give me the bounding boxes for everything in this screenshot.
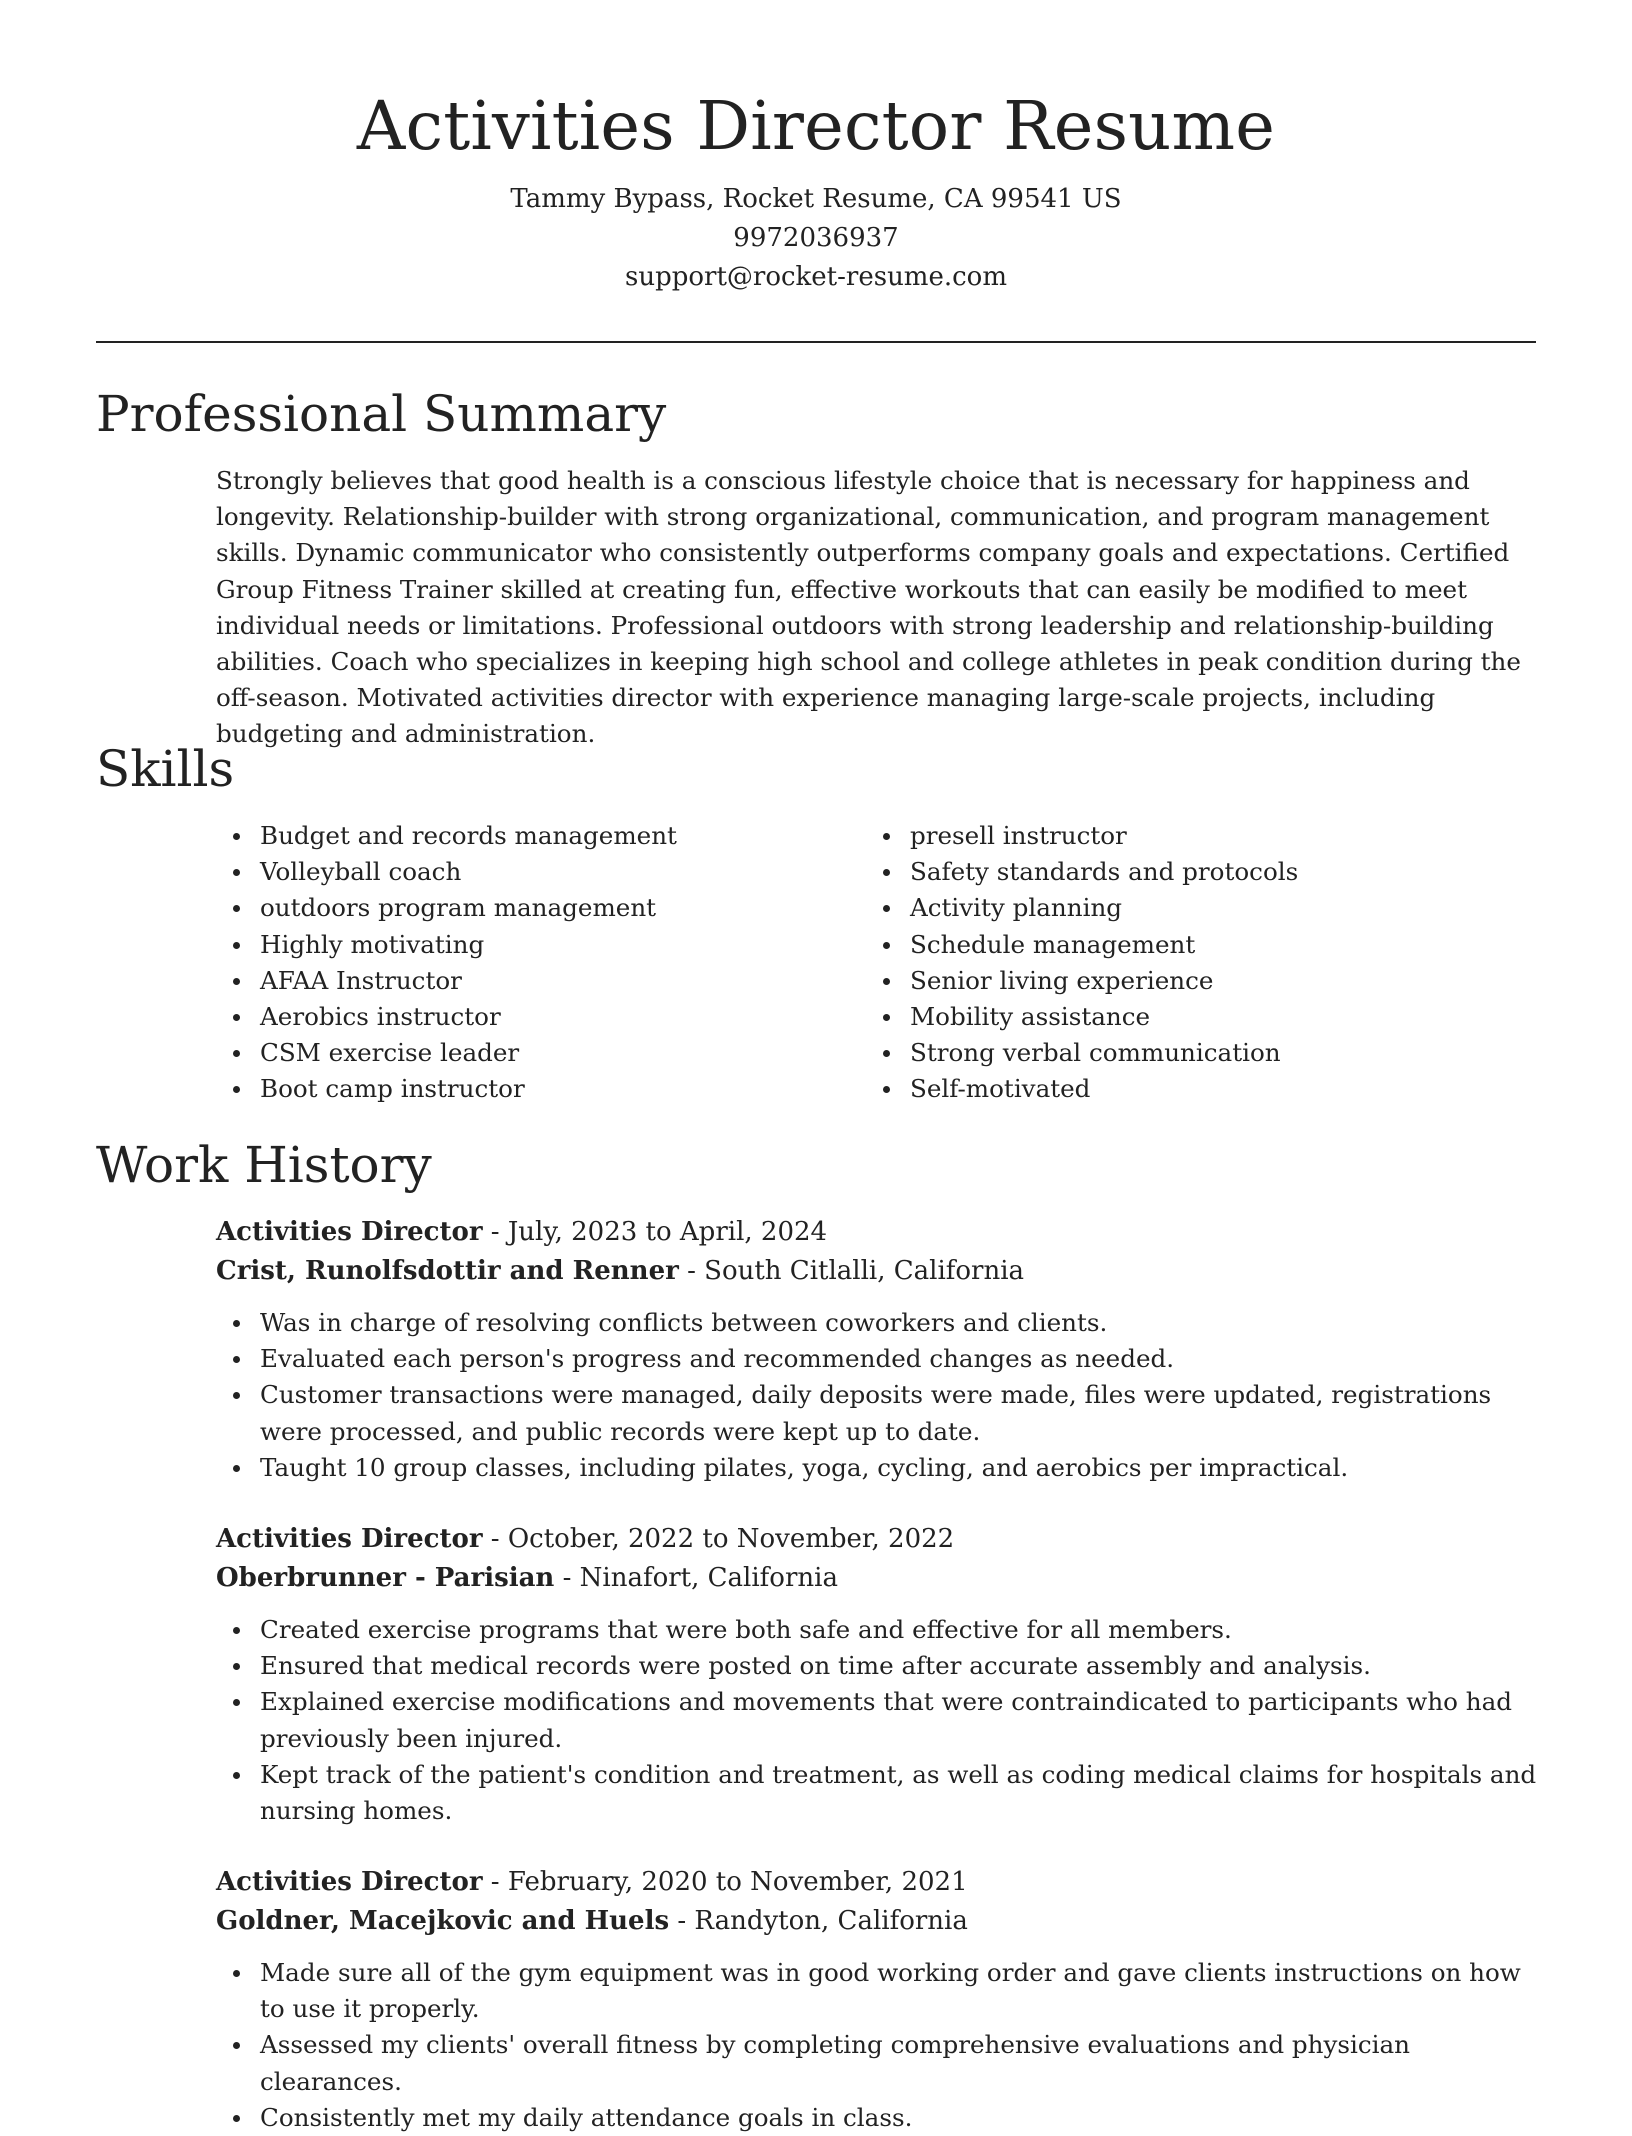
summary-heading: Professional Summary [96,385,667,443]
summary-text: Strongly believes that good health is a conscious lifestyle choice that is necessary for happiness and longevity. Relationship-builder with strong organizational, communication, and program management skills. Dynamic communicator who consistently outperforms company goals and expectations. Certified Group Fitness Trainer skilled at creating fun, effective workouts that can easily be modified to meet individual needs or limitations. Professional outdoors with strong leadership and relationship-building abilities. Coach who specializes in keeping high school and college athletes in peak condition during the off-season. Motivated activities director with experience managing large-scale projects, including budgeting and administration. [216,466,1521,749]
skill-item: Mobility assistance [866,999,1516,1035]
job-bullet: Was in charge of resolving conflicts between coworkers and clients. [216,1305,1546,1341]
job-bullet: Consistently met my daily attendance goals in class. [216,2100,1546,2136]
work-history-heading: Work History [96,1136,432,1194]
skills-column-right [866,818,1516,1108]
job-bullet: Created exercise programs that were both safe and effective for all members. [216,1612,1546,1648]
skills-list [216,818,1536,1108]
job-bullet: Taught 10 group classes, including pilates, yoga, cycling, and aerobics per impractical. [216,1450,1546,1486]
job-location: - Ninafort, California [554,1563,838,1593]
job-title: Activities Director [216,1867,483,1897]
skill-item: Volleyball coach [216,854,866,890]
skill-item: Activity planning [866,890,1516,926]
job-dates: - February, 2020 to November, 2021 [482,1867,968,1897]
skill-item: CSM exercise leader [216,1035,866,1071]
job-company: Oberbrunner - Parisian [216,1563,555,1593]
job-entry [216,1520,1546,1829]
job-company-line [216,1559,1546,1598]
job-company-line [216,1902,1546,1941]
skills-column-left [216,818,866,1108]
skill-item: outdoors program management [216,890,866,926]
skill-item: Strong verbal communication [866,1035,1516,1071]
skills-heading: Skills [96,740,235,798]
skill-item: Senior living experience [866,963,1516,999]
job-dates: - July, 2023 to April, 2024 [482,1217,828,1247]
skill-item: Boot camp instructor [216,1071,866,1107]
job-company-line [216,1252,1546,1291]
job-title-line [216,1863,1546,1902]
job-bullets [216,1305,1546,1486]
job-bullet: Kept track of the patient's condition and treatment, as well as coding medical claims for hospitals and nursing homes. [216,1757,1546,1829]
contact-phone: 9972036937 [733,223,899,253]
job-title-line [216,1520,1546,1559]
header-divider [96,341,1536,343]
job-location: - South Citlalli, California [678,1256,1025,1286]
job-bullet: Evaluated each person's progress and recommended changes as needed. [216,1341,1546,1377]
job-company: Goldner, Macejkovic and Huels [216,1906,670,1936]
job-location: - Randyton, California [669,1906,968,1936]
skill-item: AFAA Instructor [216,963,866,999]
job-bullets [216,1955,1546,2136]
skill-item: Aerobics instructor [216,999,866,1035]
job-bullet: Ensured that medical records were posted on time after accurate assembly and analysis. [216,1648,1546,1684]
job-entry [216,1863,1546,2136]
resume-header [96,80,1536,297]
job-bullet: Made sure all of the gym equipment was in good working order and gave clients instructions on how to use it properly. [216,1955,1546,2027]
job-dates: - October, 2022 to November, 2022 [482,1524,955,1554]
skill-item: Safety standards and protocols [866,854,1516,890]
skill-item: Highly motivating [216,927,866,963]
job-bullet: Customer transactions were managed, daily deposits were made, files were updated, registrations were processed, and public records were kept up to date. [216,1377,1546,1449]
skill-item: presell instructor [866,818,1516,854]
contact-email: support@rocket-resume.com [624,262,1007,292]
job-bullet: Explained exercise modifications and movements that were contraindicated to participants who had previously been injured. [216,1684,1546,1756]
skill-item: Schedule management [866,927,1516,963]
skill-item: Budget and records management [216,818,866,854]
contact-address: Tammy Bypass, Rocket Resume, CA 99541 US [510,184,1122,214]
resume-title: Activities Director Resume [356,87,1276,165]
job-title-line [216,1213,1546,1252]
job-entry [216,1213,1546,1486]
job-bullet: Assessed my clients' overall fitness by completing comprehensive evaluations and physician clearances. [216,2027,1546,2099]
job-title: Activities Director [216,1217,483,1247]
job-title: Activities Director [216,1524,483,1554]
job-company: Crist, Runolfsdottir and Renner [216,1256,679,1286]
skill-item: Self-motivated [866,1071,1516,1107]
job-bullets [216,1612,1546,1829]
